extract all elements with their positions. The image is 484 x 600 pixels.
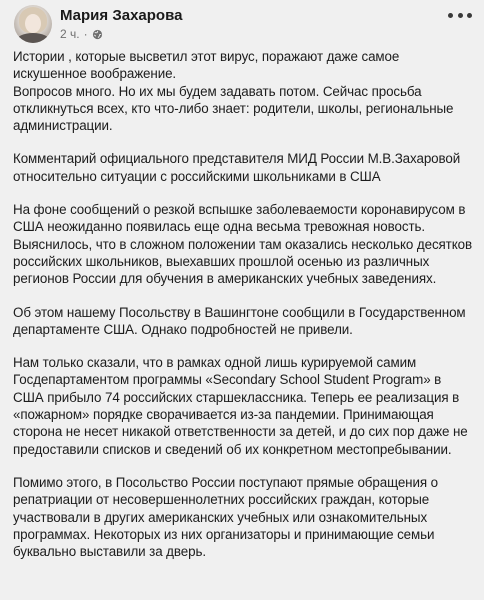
post-paragraph: Помимо этого, в Посольство России поступают прямые обращения о репатриации от несовершеннолетних российских граждан, которые участвовали в других американских учебных или ознакомительных программах. Некоторых из них организаторы и принимающие семьи буквально выставили за дверь. <box>13 474 438 560</box>
post-paragraph: Комментарий официального представителя МИД России М.В.Захаровой относительно ситуации с российскими школьниками в США <box>13 151 461 184</box>
more-dot <box>467 13 472 18</box>
more-dot <box>448 13 453 18</box>
globe-icon[interactable] <box>92 29 103 40</box>
more-dot <box>458 13 463 18</box>
post-header <box>0 0 484 52</box>
avatar[interactable] <box>14 5 52 43</box>
post-paragraph: На фоне сообщений о резкой вспышке заболеваемости коронавирусом в США неожиданно появилась еще одна весьма тревожная новость. Выяснилось, что в сложном положении там оказались несколько десятков российских школьников, выехавших прошлой осенью из различных регионов России для обучения в американских учебных заведениях. <box>13 202 472 287</box>
author-name[interactable]: Мария Захарова <box>60 7 183 24</box>
post-body <box>13 48 475 576</box>
more-horizontal-icon[interactable] <box>448 6 472 24</box>
avatar-shoulders <box>16 33 50 43</box>
meta-separator: · <box>83 27 88 41</box>
post-paragraph: Об этом нашему Посольству в Вашингтоне сообщили в Государственном департаменте США. Однако подробностей не привели. <box>13 304 466 337</box>
post-paragraph: Истории , которые высветил этот вирус, поражают даже самое искушенное воображение. Вопросов много. Но их мы будем задавать потом. Сейчас просьба откликнуться всех, кто что-либо знает: родители, школы, региональные администрации. <box>13 49 454 134</box>
post-meta <box>60 27 103 41</box>
post-time[interactable]: 2 ч. <box>60 27 80 41</box>
post-paragraph: Нам только сказали, что в рамках одной лишь курируемой самим Госдепартаментом программы «Secondary School Student Program» в США прибыло 74 российских старшеклассника. Теперь ее реализация в «пожарном» порядке сворачивается из-за пандемии. Принимающая сторона не несет никакой ответственности за детей, и до сих пор даже не предоставили списков и сведений об их конкретном местопребывании. <box>13 355 468 457</box>
avatar-face <box>25 14 41 33</box>
